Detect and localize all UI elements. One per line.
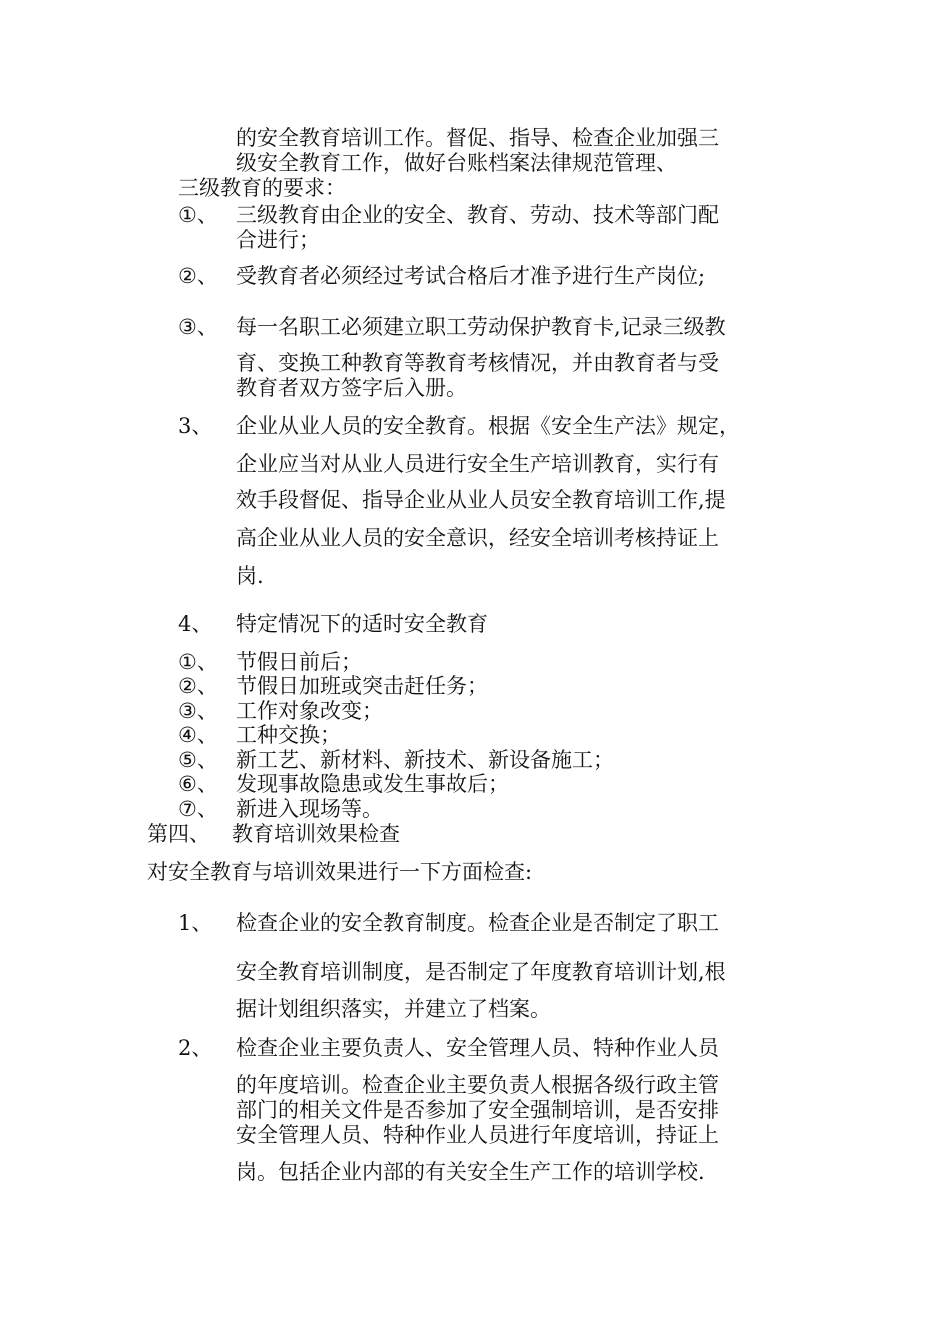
list-item: 工种交换；: [236, 723, 341, 747]
list-marker: ④、: [178, 723, 218, 747]
list-item: 发现事故隐患或发生事故后；: [236, 772, 509, 796]
list-marker: ③、: [178, 315, 218, 339]
list-item-line: 检查企业的安全教育制度。检查企业是否制定了职工: [236, 911, 719, 935]
list-marker: ③、: [178, 699, 218, 723]
list-marker: ②、: [178, 264, 218, 288]
list-item-line: 岗。包括企业内部的有关安全生产工作的培训学校.: [236, 1160, 705, 1184]
section-title: 教育培训效果检查: [232, 822, 400, 846]
list-item-title: 特定情况下的适时安全教育: [236, 612, 488, 636]
list-marker: ①、: [178, 650, 218, 674]
list-item-line: 据计划组织落实，并建立了档案。: [236, 997, 551, 1021]
list-item: 节假日前后；: [236, 650, 362, 674]
list-item-line: 合进行；: [236, 228, 320, 252]
list-item-line: 育、变换工种教育等教育考核情况，并由教育者与受: [236, 351, 719, 375]
list-item: 新工艺、新材料、新技术、新设备施工；: [236, 748, 614, 772]
section-label: 第四、: [147, 822, 210, 846]
list-item-line: 教育者双方签字后入册。: [236, 376, 467, 400]
list-item-line: 的年度培训。检查企业主要负责人根据各级行政主管: [236, 1073, 719, 1097]
list-item-line: 安全管理人员、特种作业人员进行年度培训，持证上: [236, 1123, 719, 1147]
list-item-line: 企业应当对从业人员进行安全生产培训教育，实行有: [236, 452, 719, 476]
list-marker: ②、: [178, 674, 218, 698]
list-marker: 1、: [178, 911, 213, 935]
section-heading: 三级教育的要求：: [178, 176, 346, 200]
list-marker: 4、: [178, 612, 213, 636]
list-item-line: 部门的相关文件是否参加了安全强制培训，是否安排: [236, 1098, 719, 1122]
list-marker: ⑥、: [178, 772, 218, 796]
list-item: 节假日加班或突击赶任务；: [236, 674, 488, 698]
list-marker: ⑤、: [178, 748, 218, 772]
list-marker: 3、: [178, 414, 213, 438]
list-item-line: 高企业从业人员的安全意识，经安全培训考核持证上: [236, 526, 719, 550]
list-item-line: 受教育者必须经过考试合格后才准予进行生产岗位;: [236, 264, 706, 288]
list-item-line: 安全教育培训制度，是否制定了年度教育培训计划,根: [236, 960, 726, 984]
list-item-line: 企业从业人员的安全教育。根据《安全生产法》规定，: [236, 414, 740, 438]
intro-line: 级安全教育工作，做好台账档案法律规范管理、: [236, 151, 677, 175]
list-marker: 2、: [178, 1036, 213, 1060]
intro-line: 的安全教育培训工作。督促、指导、检查企业加强三: [236, 126, 719, 150]
list-item-line: 岗.: [236, 564, 264, 588]
list-item-line: 三级教育由企业的安全、教育、劳动、技术等部门配: [236, 203, 719, 227]
list-item-line: 每一名职工必须建立职工劳动保护教育卡,记录三级教: [236, 315, 726, 339]
list-marker: ⑦、: [178, 797, 218, 821]
list-item-line: 效手段督促、指导企业从业人员安全教育培训工作,提: [236, 488, 726, 512]
section-intro: 对安全教育与培训效果进行一下方面检查:: [147, 860, 533, 884]
list-item-line: 检查企业主要负责人、安全管理人员、特种作业人员: [236, 1036, 719, 1060]
list-item: 工作对象改变；: [236, 699, 383, 723]
list-item: 新进入现场等。: [236, 797, 383, 821]
list-marker: ①、: [178, 203, 218, 227]
